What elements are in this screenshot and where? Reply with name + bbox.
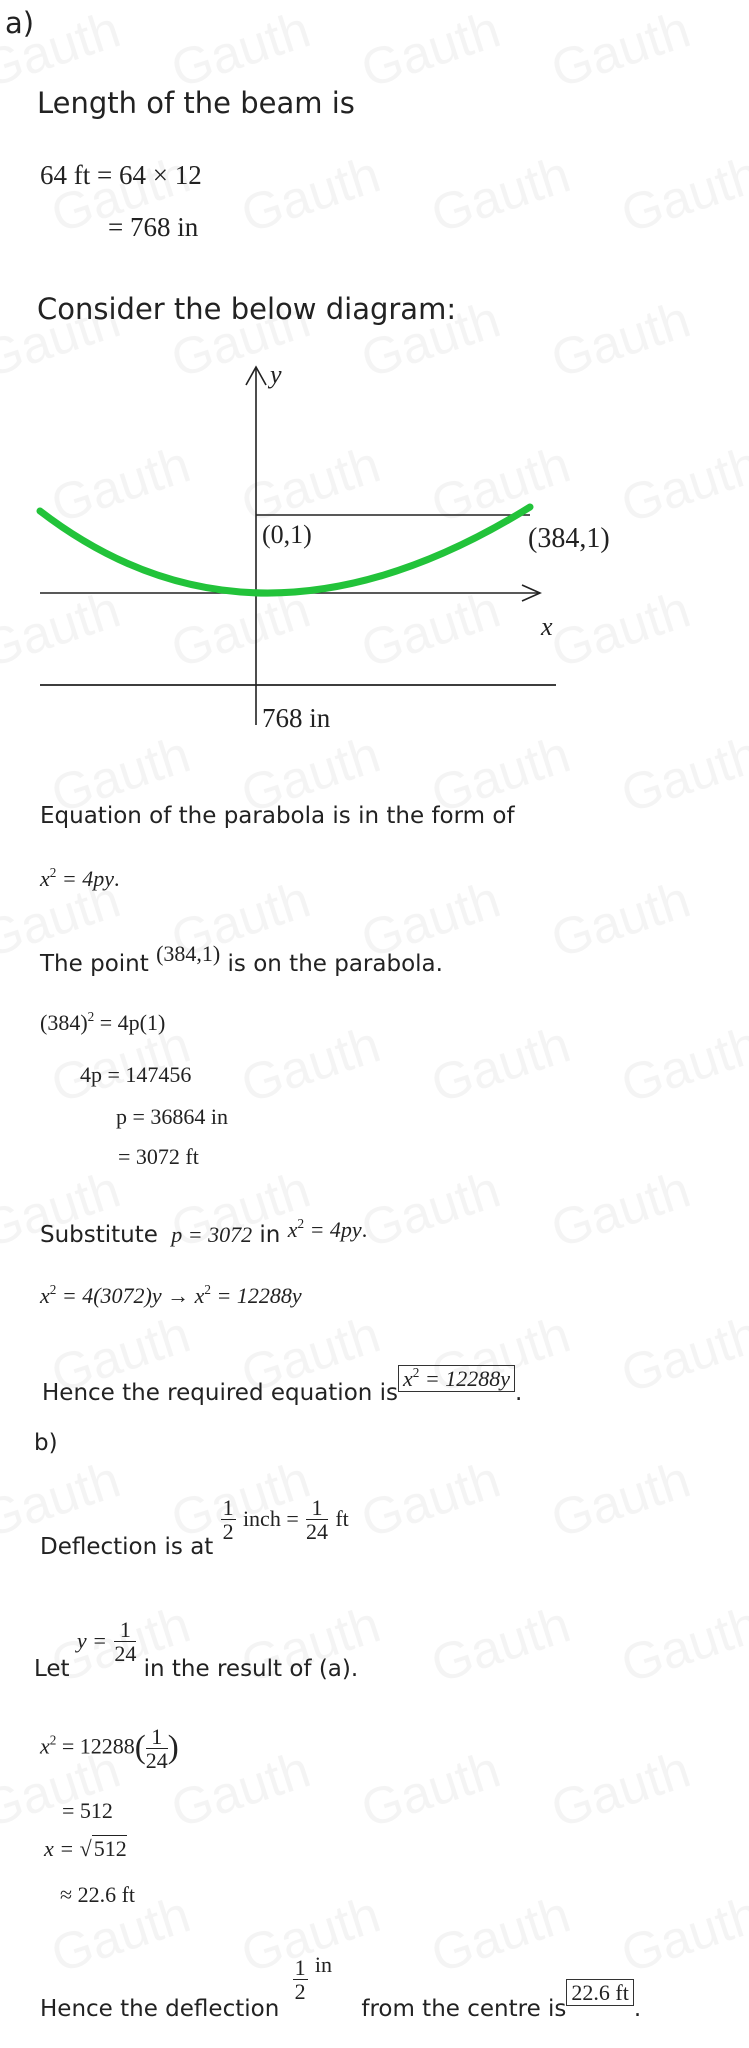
final-pre: Hence the deflection xyxy=(40,1996,280,2023)
calc1-frac-num: 1 xyxy=(146,1725,168,1749)
form-eq-end: . xyxy=(113,866,120,891)
hence-text: Hence the required equation is xyxy=(42,1380,399,1406)
point-post: is on the parabola. xyxy=(227,951,443,977)
watermark-text xyxy=(614,1015,749,1116)
calc4-equation: ≈ 22.6 ft xyxy=(60,1882,136,1907)
substitute-sentence xyxy=(40,1215,368,1248)
calc2-equation: = 512 xyxy=(62,1798,113,1823)
calc1-open-paren: ( xyxy=(134,1729,146,1766)
calc3-lhs: x = xyxy=(44,1836,75,1861)
answer-x: x xyxy=(403,1366,413,1391)
frac24-den: 24 xyxy=(306,1519,329,1545)
answer-end: . xyxy=(515,1380,523,1406)
substitute-eq-exp: 2 xyxy=(297,1215,305,1231)
let-frac-num: 1 xyxy=(114,1618,136,1642)
substitute-word: Substitute xyxy=(40,1222,158,1248)
half-den: 2 xyxy=(222,1519,234,1545)
calc1-x: x xyxy=(40,1733,50,1759)
calc1-rhs: = 12288 xyxy=(61,1733,135,1759)
watermark-text xyxy=(234,1015,387,1116)
watermark-text xyxy=(544,1160,697,1261)
substitute-in: in xyxy=(259,1222,281,1248)
answer-rhs: = 12288y xyxy=(424,1366,511,1391)
final-sentence xyxy=(40,1952,642,2023)
calc1-frac-den: 24 xyxy=(145,1748,168,1774)
calc3-equation xyxy=(44,1836,127,1862)
substitute-equation xyxy=(288,1217,367,1242)
step2-equation: 4p = 147456 xyxy=(80,1062,192,1087)
calc3-radicand: 512 xyxy=(93,1836,127,1861)
final-in: in xyxy=(314,1952,333,1978)
final-half-fraction xyxy=(293,1956,308,2003)
watermark-text xyxy=(544,870,697,971)
sub-line-exp1: 2 xyxy=(49,1281,57,1297)
calc1-exp: 2 xyxy=(49,1732,57,1748)
final-half-den: 2 xyxy=(294,1979,306,2005)
point-pre: The point xyxy=(40,951,149,977)
watermark-text xyxy=(614,1305,749,1406)
watermark-text xyxy=(424,145,577,246)
calc1-equation xyxy=(40,1725,179,1772)
watermark-text xyxy=(354,1450,507,1551)
watermark-text xyxy=(424,1015,577,1116)
length-equation-line2: = 768 in xyxy=(108,212,199,242)
hence-equation-sentence xyxy=(42,1364,523,1406)
end-point-label: (384,1) xyxy=(528,523,610,554)
x-axis-label: x xyxy=(541,612,553,641)
y-axis-label: y xyxy=(270,360,282,389)
calc1-close-paren: ) xyxy=(167,1729,179,1766)
length-equation-line1 xyxy=(40,160,202,191)
step3-equation: p = 36864 in xyxy=(116,1104,229,1129)
parabola-diagram xyxy=(0,355,749,755)
frac24-num: 1 xyxy=(306,1496,328,1520)
half-inch-fraction xyxy=(221,1496,236,1543)
step1-exp: 2 xyxy=(87,1008,95,1024)
step4-equation: = 3072 ft xyxy=(118,1144,199,1169)
deflection-text: Deflection is at xyxy=(40,1534,214,1561)
vertex-label: (0,1) xyxy=(262,520,312,549)
watermark-text xyxy=(354,0,507,100)
span-label: 768 in xyxy=(262,703,331,733)
beam-intro-text: Length of the beam is xyxy=(37,86,355,120)
substitute-p: p = 3072 xyxy=(171,1222,253,1247)
point-sentence xyxy=(40,941,443,977)
step1-rhs: = 4p(1) xyxy=(99,1010,166,1035)
let-fraction xyxy=(114,1618,136,1665)
watermark-text xyxy=(544,0,697,100)
let-post: in the result of (a). xyxy=(143,1656,359,1683)
deflection-sentence xyxy=(40,1496,349,1560)
answer-equation-box xyxy=(398,1365,515,1392)
parabola-form-equation xyxy=(40,866,119,892)
sqrt-sign: √ xyxy=(79,1836,92,1861)
inch-equals: inch = xyxy=(242,1506,299,1532)
watermark-text xyxy=(354,1740,507,1841)
let-y: y = xyxy=(76,1628,108,1654)
watermark-text xyxy=(614,145,749,246)
point-value: (384,1) xyxy=(156,941,221,966)
let-sentence xyxy=(34,1618,358,1682)
let-frac-den: 24 xyxy=(114,1641,137,1667)
part-a-label: a) xyxy=(5,6,35,40)
length-rhs: = 64 × 12 xyxy=(97,160,202,190)
sub-line-x: x xyxy=(40,1283,50,1308)
parabola-form-text: Equation of the parabola is in the form of xyxy=(40,803,515,829)
watermark-text xyxy=(424,1595,577,1696)
watermark-text xyxy=(544,1740,697,1841)
step1-base: (384) xyxy=(40,1010,88,1035)
substitution-line xyxy=(40,1283,302,1309)
let-word: Let xyxy=(34,1656,70,1683)
sub-line-mid: = 4(3072)y → x xyxy=(61,1283,205,1308)
step1-equation xyxy=(40,1010,165,1036)
one-24th-fraction xyxy=(306,1496,328,1543)
substitute-eq-x: x xyxy=(287,1217,298,1242)
consider-diagram-text: Consider the below diagram: xyxy=(37,292,457,326)
form-eq-exp: 2 xyxy=(49,864,57,880)
final-end: . xyxy=(633,1996,642,2023)
watermark-text xyxy=(614,1595,749,1696)
final-mid: from the centre is xyxy=(361,1996,567,2023)
sub-line-exp2: 2 xyxy=(204,1281,211,1297)
watermark-text xyxy=(354,1160,507,1261)
final-answer-box: 22.6 ft xyxy=(566,1979,633,2006)
substitute-eq-end: . xyxy=(361,1217,368,1242)
substitute-eq-rhs: = 4py xyxy=(309,1217,362,1242)
watermark-text xyxy=(164,1740,317,1841)
ft-unit: ft xyxy=(335,1506,349,1532)
form-eq-rhs: = 4py xyxy=(61,866,114,891)
half-num: 1 xyxy=(222,1495,234,1520)
watermark-text xyxy=(544,1450,697,1551)
sub-line-end: = 12288y xyxy=(216,1283,302,1308)
form-eq-x: x xyxy=(40,866,50,891)
length-lhs: 64 ft xyxy=(40,160,91,190)
part-b-label: b) xyxy=(34,1430,58,1456)
answer-exp: 2 xyxy=(412,1364,420,1380)
calc1-fraction xyxy=(146,1725,168,1772)
watermark-text xyxy=(234,145,387,246)
final-half-num: 1 xyxy=(294,1955,306,1980)
